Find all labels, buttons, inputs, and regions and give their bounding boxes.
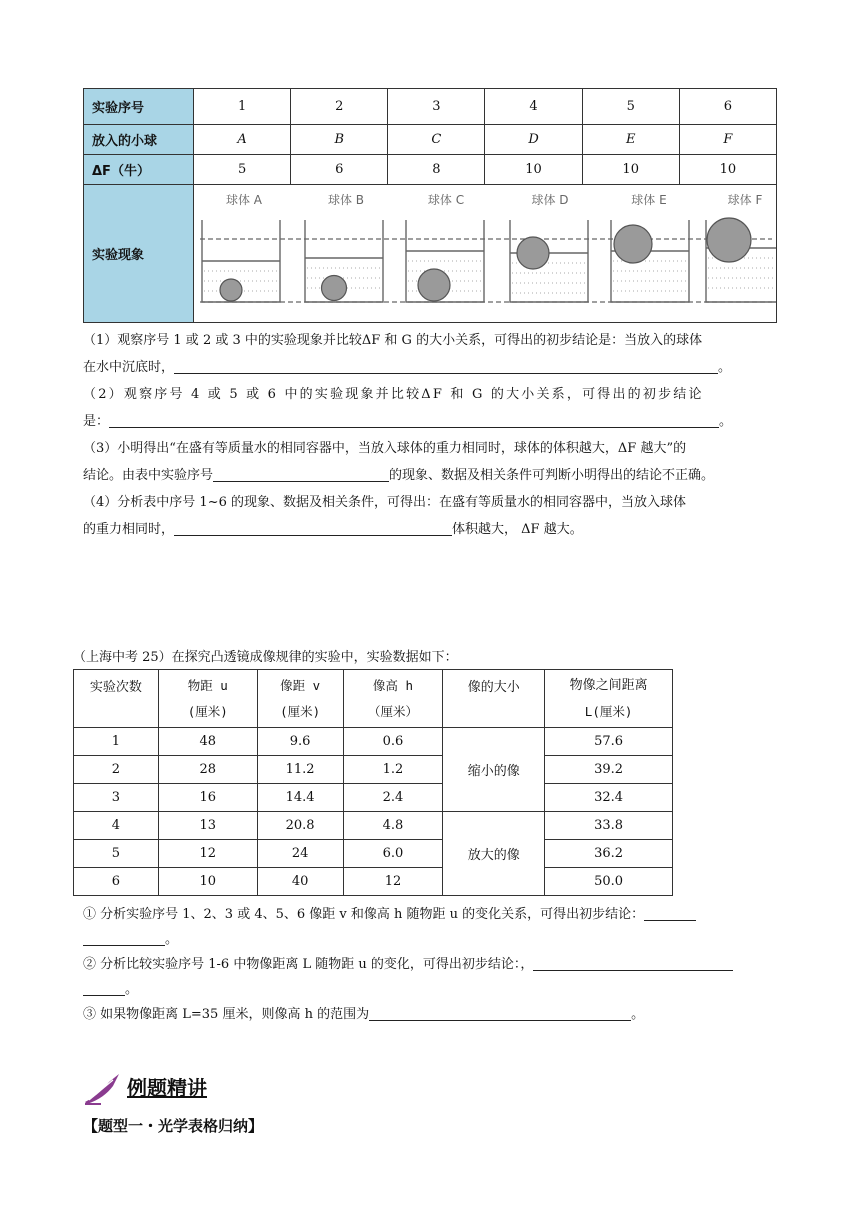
figure-label: 球体 C [427, 192, 465, 207]
table-cell: 2 [291, 89, 388, 125]
table-row [74, 812, 673, 840]
question-text: （3）小明得出“在盛有等质量水的相同容器中，当放入球体的重力相同时，球体的体积越大，ΔF 越大”的 [83, 441, 687, 456]
experiment-figure-cell [194, 185, 777, 323]
header-cell: ΔF（牛） [84, 155, 194, 185]
ball-a [220, 279, 242, 301]
table-cell: 12 [158, 840, 257, 868]
table-cell: 10 [679, 155, 776, 185]
table-cell: 24 [257, 840, 343, 868]
header-text: L(厘米) [584, 703, 633, 719]
table-cell: 36.2 [545, 840, 673, 868]
table-cell: 5 [74, 840, 159, 868]
question-4 [83, 489, 783, 543]
question-text: ① 分析实验序号 1、2、3 或 4、5、6 像距 v 和像高 h 随物距 u 的变化关系，可得出初步结论： [83, 907, 645, 922]
table-cell: C [388, 125, 485, 155]
lens-question-2-cont [83, 977, 783, 1002]
header-cell [343, 670, 443, 728]
ball-b [322, 275, 347, 300]
header-text: (厘米) [187, 703, 228, 719]
question-text: 的重力相同时， [83, 522, 175, 537]
table-row [74, 784, 673, 812]
table-cell: 20.8 [257, 812, 343, 840]
table-cell: 9.6 [257, 728, 343, 756]
question-2 [83, 381, 783, 435]
header-cell [545, 670, 673, 728]
table-cell: 6 [679, 89, 776, 125]
table-row [84, 89, 777, 125]
ball-d [517, 237, 549, 269]
table-cell: 39.2 [545, 756, 673, 784]
table-cell: 1 [74, 728, 159, 756]
answer-blank[interactable] [109, 413, 719, 428]
period: 。 [631, 1007, 645, 1022]
figure-label: 球体 B [327, 192, 365, 207]
table-cell: 57.6 [545, 728, 673, 756]
image-size-cell: 缩小的像 [443, 728, 545, 812]
question-text: （1）观察序号 1 或 2 或 3 中的实验现象并比较ΔF 和 G 的大小关系，可得出的初步结论是：当放入的球体 [83, 333, 703, 348]
header-text: 像的大小 [467, 680, 520, 695]
question-1 [83, 327, 783, 381]
table-row [74, 840, 673, 868]
question-text: ③ 如果物像距离 L=35 厘米，则像高 h 的范围为 [83, 1007, 370, 1022]
table-row [84, 125, 777, 155]
table-cell: 4 [74, 812, 159, 840]
header-cell [443, 670, 545, 728]
lens-questions [83, 902, 783, 1027]
table-cell: 12 [343, 868, 443, 896]
ball-e [614, 225, 652, 263]
question-line [83, 354, 783, 381]
table-cell: 5 [194, 155, 291, 185]
lens-question-2 [83, 952, 783, 977]
table-cell: 50.0 [545, 868, 673, 896]
table-cell: 40 [257, 868, 343, 896]
period: 。 [125, 982, 139, 997]
question-text: 是： [83, 414, 110, 429]
header-text: （厘米） [367, 703, 418, 719]
table-cell: 28 [158, 756, 257, 784]
lens-question-1 [83, 902, 783, 927]
section2-intro: （上海中考 25）在探究凸透镜成像规律的实验中，实验数据如下： [73, 650, 458, 665]
table-cell: 10 [485, 155, 582, 185]
table-row [74, 728, 673, 756]
period: 。 [719, 414, 733, 429]
table-row [74, 868, 673, 896]
question-text: （2）观察序号 4 或 5 或 6 中的实验现象并比较ΔF 和 G 的大小关系，可得出的初步结论 [83, 387, 704, 402]
header-cell: 实验序号 [84, 89, 194, 125]
question-text: 的现象、数据及相关条件可判断小明得出的结论不正确。 [389, 468, 715, 483]
question-3 [83, 435, 783, 489]
section-title: 例题精讲 [127, 1076, 207, 1100]
header-text: 实验次数 [89, 680, 142, 695]
question-text: 结论。由表中实验序号 [83, 468, 214, 483]
table-cell: 4 [485, 89, 582, 125]
table-row [74, 756, 673, 784]
ball-c [418, 269, 450, 301]
answer-blank[interactable] [644, 906, 696, 921]
beakers-figure [194, 186, 776, 322]
lens-table [73, 669, 673, 896]
table-cell: B [291, 125, 388, 155]
table-header-row [74, 670, 673, 728]
header-cell: 实验现象 [84, 185, 194, 323]
header-cell [74, 670, 159, 728]
header-cell [158, 670, 257, 728]
ball-f [707, 218, 751, 262]
question-line [83, 516, 783, 543]
table-cell: 6.0 [343, 840, 443, 868]
table-cell: 2 [74, 756, 159, 784]
table-cell: 1.2 [343, 756, 443, 784]
table-cell: 0.6 [343, 728, 443, 756]
header-text: 像距 v [280, 677, 321, 693]
question-text: 体积越大， ΔF 越大。 [452, 522, 583, 537]
answer-blank[interactable] [174, 521, 452, 536]
table-cell: 6 [291, 155, 388, 185]
table-cell: 11.2 [257, 756, 343, 784]
question-text: （4）分析表中序号 1~6 的现象、数据及相关条件，可得出：在盛有等质量水的相同容器中，当放入球体 [83, 495, 686, 510]
header-cell: 放入的小球 [84, 125, 194, 155]
quill-pen-icon [83, 1072, 123, 1106]
question-line [83, 408, 783, 435]
table-cell: 4.8 [343, 812, 443, 840]
table-cell: 32.4 [545, 784, 673, 812]
table-cell: E [582, 125, 679, 155]
header-text: 像高 h [372, 677, 413, 693]
period: 。 [718, 360, 732, 375]
table-cell: 5 [582, 89, 679, 125]
header-text: 物距 u [187, 677, 228, 693]
answer-blank[interactable] [213, 467, 389, 482]
answer-blank[interactable] [369, 1006, 631, 1021]
lens-question-1-cont [83, 927, 783, 952]
table-cell: 14.4 [257, 784, 343, 812]
figure-label: 球体 A [225, 192, 263, 207]
answer-blank[interactable] [83, 981, 125, 996]
question-text: ② 分析比较实验序号 1-6 中物像距离 L 随物距 u 的变化，可得出初步结论：， [83, 957, 534, 972]
table-cell: 33.8 [545, 812, 673, 840]
buoyancy-table [83, 88, 777, 323]
table-row [84, 185, 777, 323]
answer-blank[interactable] [533, 956, 733, 971]
header-cell [257, 670, 343, 728]
table-cell: 6 [74, 868, 159, 896]
lens-question-3 [83, 1002, 783, 1027]
header-text: (厘米) [280, 703, 321, 719]
table-cell: A [194, 125, 291, 155]
table-cell: 10 [582, 155, 679, 185]
figure-label: 球体 F [727, 192, 763, 207]
table-cell: 2.4 [343, 784, 443, 812]
answer-blank[interactable] [174, 359, 718, 374]
period: 。 [165, 932, 179, 947]
table-cell: 13 [158, 812, 257, 840]
image-size-cell: 放大的像 [443, 812, 545, 896]
table-cell: 8 [388, 155, 485, 185]
table-cell: D [485, 125, 582, 155]
header-text: 物像之间距离 [569, 677, 648, 693]
question-line [83, 462, 783, 489]
table-cell: F [679, 125, 776, 155]
table-cell: 3 [74, 784, 159, 812]
figure-label: 球体 D [531, 192, 569, 207]
table-cell: 10 [158, 868, 257, 896]
section-subtitle: 【题型一・光学表格归纳】 [83, 1117, 264, 1135]
answer-blank[interactable] [83, 931, 165, 946]
table-cell: 3 [388, 89, 485, 125]
table-cell: 48 [158, 728, 257, 756]
question-text: 在水中沉底时， [83, 360, 175, 375]
figure-label: 球体 E [631, 192, 667, 207]
table-cell: 16 [158, 784, 257, 812]
table-cell: 1 [194, 89, 291, 125]
table-row [84, 155, 777, 185]
